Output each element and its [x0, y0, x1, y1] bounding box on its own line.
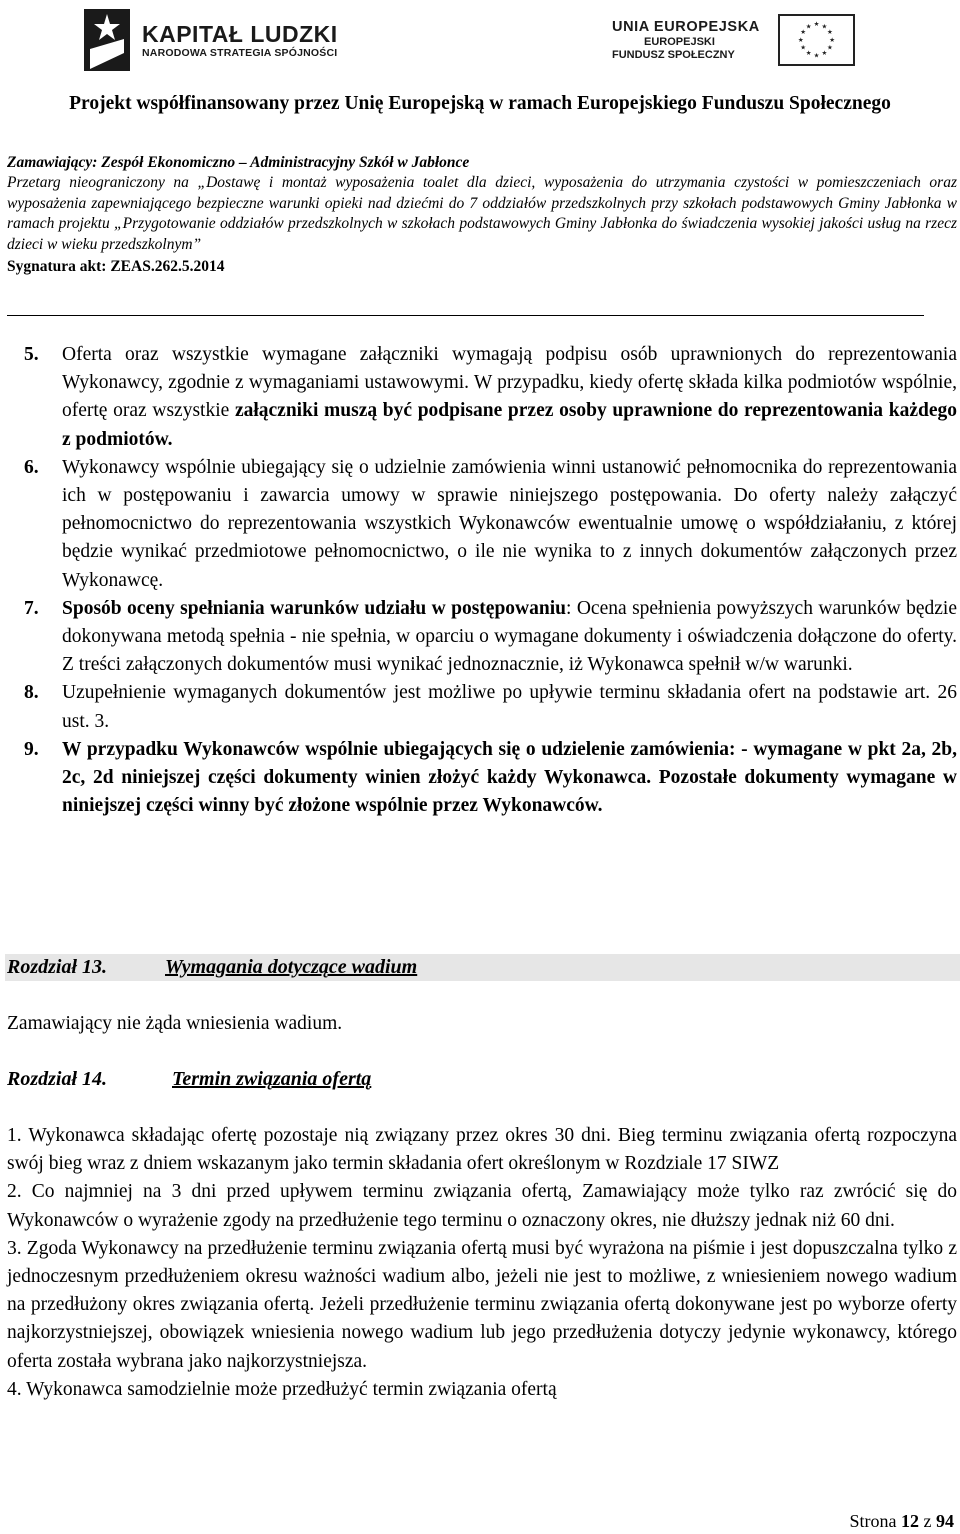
total-pages: 94: [936, 1511, 954, 1531]
eu-logo-line1: UNIA EUROPEJSKA: [612, 19, 760, 35]
current-page: 12: [901, 1511, 919, 1531]
svg-text:★: ★: [826, 28, 833, 36]
item-number: 9.: [24, 738, 39, 760]
logo-subtitle: NARODOWA STRATEGIA SPÓJNOŚCI: [142, 47, 338, 59]
chapter-number: Rozdział 13.: [7, 956, 108, 978]
chapter-13-heading: [5, 954, 960, 981]
chapter-title: Wymagania dotyczące wadium: [165, 956, 418, 978]
list-item-9: [24, 736, 957, 821]
item-text: Wykonawcy wspólnie ubiegający się o udzielnie zamówienia winni ustanowić pełnomocnika do reprezentowania ich w postępowaniu i zawarcia umowy w sprawie niniejszego postępowania. Do oferty należy załączyć pełnomocnictwo do reprezentowania wszystkich Wykonawców ewentualnie umowę o współdziałaniu, z której będzie wynikać przedmiotowe pełnomocnictwo, o ile nie wynika to z innych dokumentów załączonych przez Wykonawcę.: [62, 456, 957, 591]
svg-text:★: ★: [800, 43, 806, 52]
chapter-13-text: Zamawiający nie żąda wniesienia wadium.: [7, 1013, 343, 1034]
eu-flag-icon: [778, 14, 855, 66]
conditions-list: [24, 341, 957, 820]
przetarg-description: Przetarg nieograniczony na „Dostawę i montaż wyposażenia toalet dla dzieci, wyposażenia do utrzymania czystości w pomieszczeniach oraz wyposażenia zapewniającego bezpieczne warunki opieki nad dziećmi do 7 oddziałów przedszkolnych przy szkołach podstawowych Gminy Jabłonka w ramach projektu „Przygotowanie oddziałów przedszkolnych w szkołach podstawowych Gminy Jabłonka do świadczenia wysokiej jakości usług na rzecz dzieci w wieku przedszkolnym”: [7, 174, 957, 253]
page-number: [850, 1511, 955, 1532]
svg-text:★: ★: [800, 28, 806, 36]
chapter-title: Termin związania ofertą: [172, 1068, 372, 1090]
chapter-14-body: [7, 1122, 957, 1404]
paragraph-4: 4. Wykonawca samodzielnie może przedłużyć termin związania ofertą: [7, 1378, 557, 1400]
item-text: : Ocena spełnienia powyższych warunków będzie dokonywana metodą spełnia - nie spełnia, w oparciu o wymagane dokumenty i oświadczenia dołączone do oferty. Z treści załączonych dokumentów musi wynikać jednoznacznie, iż Wykonawca spełnił w/w warunki.: [62, 597, 957, 676]
item-text-bold: W przypadku Wykonawców wspólnie ubiegających się o udzielenie zamówienia: - wymagane w pkt 2a, 2b, 2c, 2d niniejszej części dokumenty winien złożyć każdy Wykonawca. Pozostałe dokumenty wymagane w niniejszej części winny być złożone wspólnie przez Wykonawców.: [62, 738, 957, 817]
item-text: Oferta oraz wszystkie wymagane załączniki wymagają podpisu osób uprawnionych do reprezentowania Wykonawcy, zgodnie z wymaganiami ustawowymi. W przypadku, kiedy ofertę składa kilka podmiotów wspólnie, ofertę oraz wszystkie: [62, 344, 957, 422]
page-separator: z: [923, 1511, 932, 1531]
item-number: 5.: [24, 344, 39, 365]
sygnatura-line: Sygnatura akt: ZEAS.262.5.2014: [7, 258, 225, 275]
list-item-5: [24, 341, 957, 454]
item-text-bold: załączniki muszą być podpisane przez osoby uprawnione do reprezentowania każdego z podmiotów.: [62, 400, 957, 450]
svg-text:★: ★: [821, 49, 828, 58]
svg-text:★: ★: [821, 22, 828, 31]
item-number: 7.: [24, 597, 39, 619]
svg-text:★: ★: [805, 49, 812, 58]
svg-text:★: ★: [813, 51, 820, 60]
list-item-7: [24, 595, 957, 680]
chapter-14-heading: [5, 1066, 960, 1093]
logo-title: KAPITAŁ LUDZKI: [142, 21, 338, 47]
eu-logo-line3: FUNDUSZ SPOŁECZNY: [612, 49, 735, 61]
svg-text:★: ★: [805, 22, 812, 31]
svg-text:★: ★: [797, 35, 804, 44]
page-label: Strona: [849, 1511, 897, 1531]
eu-logo: [612, 10, 855, 70]
paragraph-3: 3. Zgoda Wykonawcy na przedłużenie terminu związania ofertą musi być wyrażona na piśmie i jest dopuszczalna tylko z jednoczesnym przedłużeniem okresu ważności wadium albo, jeżeli nie jest to możliwe, z wniesieniem nowego wadium na przedłużony okres związania ofertą. Jeżeli przedłużenie terminu związania ofertą dokonywane jest po wyborze oferty najkorzystniejszej, obowiązek wniesienia nowego wadium lub jego przedłużenia dotyczy jedynie wykonawcy, którego oferta została wybrana jako najkorzystniejsza.: [7, 1237, 957, 1372]
zamawiajacy-line: Zamawiający: Zespół Ekonomiczno – Administracyjny Szkół w Jabłonce: [7, 154, 470, 171]
svg-text:★: ★: [813, 20, 820, 29]
kapital-ludzki-logo: [84, 6, 338, 74]
kapital-ludzki-emblem-icon: [84, 9, 130, 71]
list-item-8: [24, 679, 957, 735]
project-cofinancing-line: Projekt współfinansowany przez Unię Europejską w ramach Europejskiego Funduszu Społecznego: [69, 93, 891, 114]
item-text: Uzupełnienie wymaganych dokumentów jest możliwe po upływie terminu składania ofert na podstawie art. 26 ust. 3.: [62, 682, 957, 732]
eu-logo-line2: EUROPEJSKI: [644, 36, 715, 48]
header-divider: [7, 315, 924, 316]
item-text-bold: Sposób oceny spełniania warunków udziału w postępowaniu: [62, 597, 566, 619]
svg-text:★: ★: [826, 43, 833, 52]
paragraph-2: 2. Co najmniej na 3 dni przed upływem terminu związania ofertą, Zamawiający może tylko raz zwrócić się do Wykonawców o wyrażenie zgody na przedłużenie tego terminu o oznaczony okres, nie dłuższy jednak niż 60 dni.: [7, 1181, 957, 1231]
chapter-number: Rozdział 14.: [7, 1068, 108, 1090]
list-item-6: [24, 454, 957, 595]
item-number: 8.: [24, 682, 39, 704]
svg-text:★: ★: [829, 35, 835, 44]
item-number: 6.: [24, 456, 39, 478]
paragraph-1: 1. Wykonawca składając ofertę pozostaje nią związany przez okres 30 dni. Bieg terminu związania ofertą rozpoczyna swój bieg wraz z dniem wskazanym jako termin składania ofert określonym w Rozdziale 17 SIWZ: [7, 1125, 957, 1175]
